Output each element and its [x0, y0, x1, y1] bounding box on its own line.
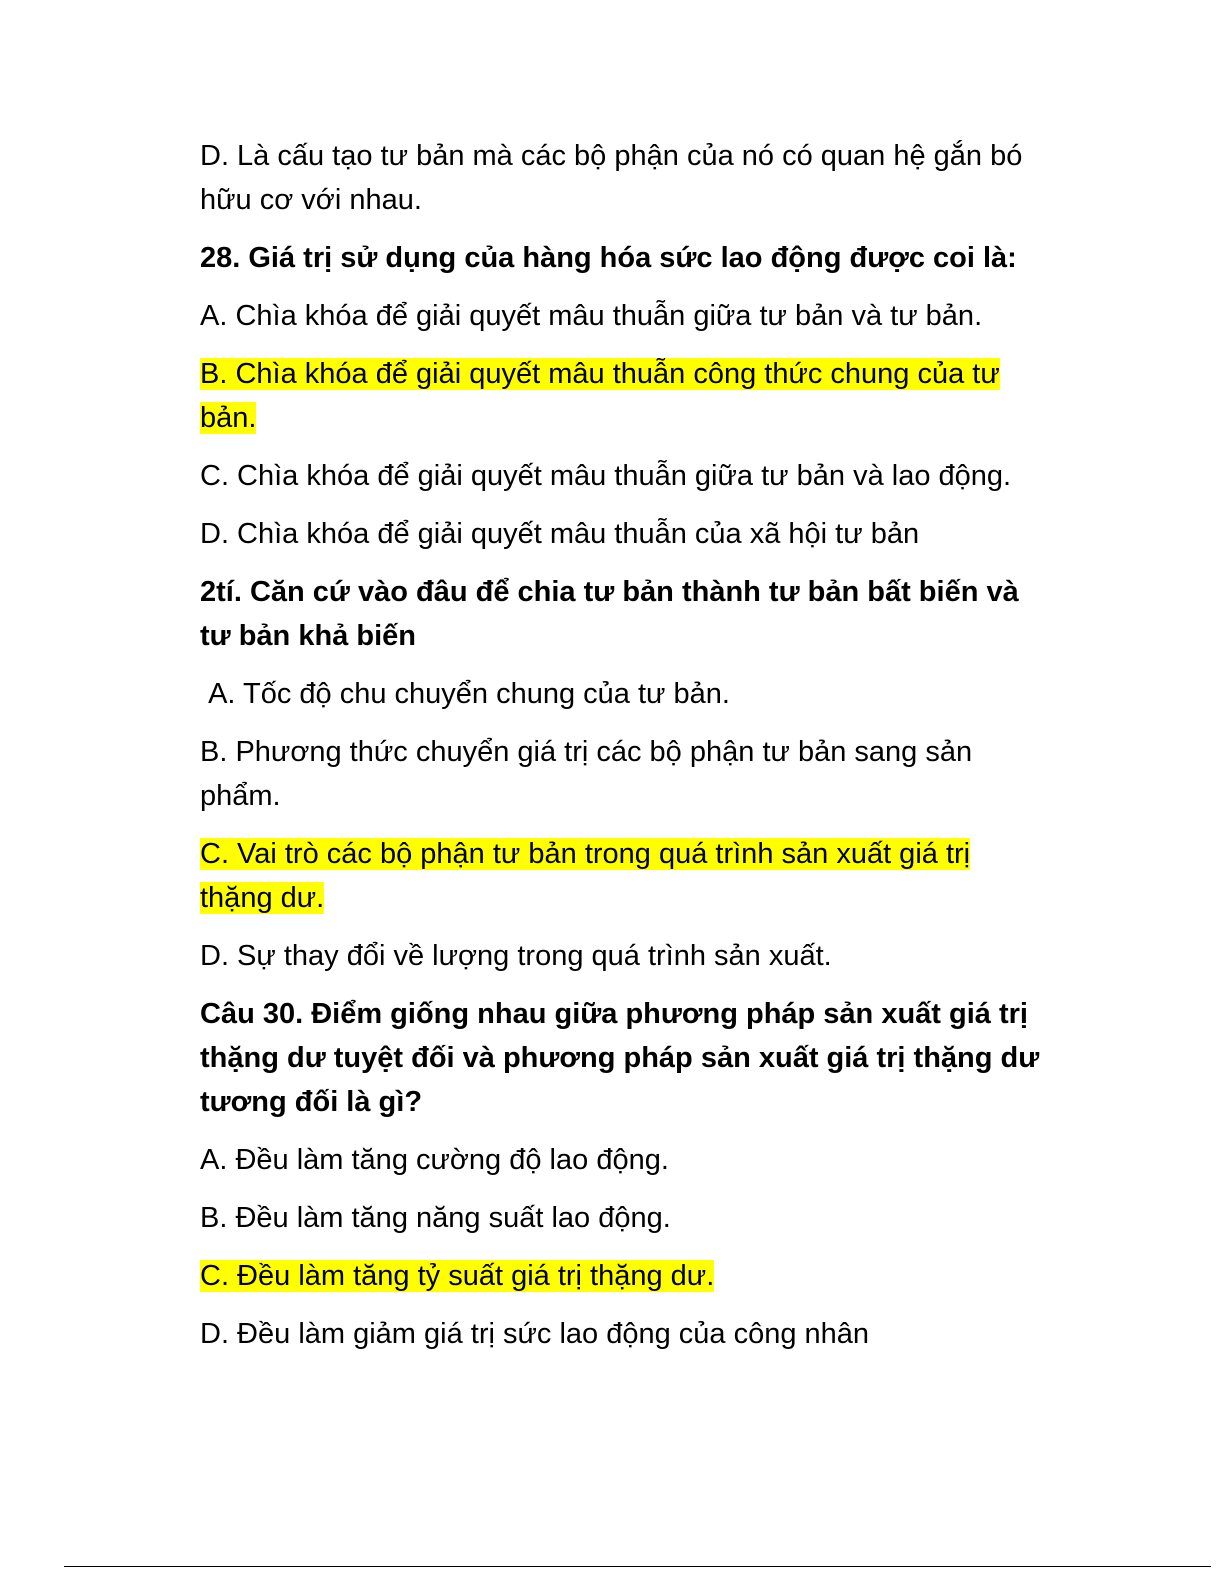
answer-option-30-b — [200, 1196, 1040, 1240]
answer-option-28-d — [200, 512, 1040, 556]
question-28 — [200, 236, 1040, 280]
answer-text: A. Chìa khóa để giải quyết mâu thuẫn giữa tư bản và tư bản. — [200, 300, 983, 332]
answer-text: D. Là cấu tạo tư bản mà các bộ phận của nó có quan hệ gắn bó hữu cơ với nhau. — [200, 140, 1023, 216]
highlighted-answer-text: C. Đều làm tăng tỷ suất giá trị thặng dư. — [200, 1260, 715, 1292]
answer-text: A. Đều làm tăng cường độ lao động. — [200, 1144, 669, 1176]
answer-option-27-d — [200, 134, 1040, 222]
answer-option-29-c-correct — [200, 832, 1040, 920]
answer-text: D. Sự thay đổi về lượng trong quá trình sản xuất. — [200, 940, 832, 972]
answer-option-30-c-correct — [200, 1254, 1040, 1298]
answer-option-29-a — [200, 672, 1040, 716]
answer-option-28-b-correct — [200, 352, 1040, 440]
answer-option-30-a — [200, 1138, 1040, 1182]
page-bottom-rule — [64, 1566, 1211, 1567]
question-text: 2tí. Căn cứ vào đâu để chia tư bản thành tư bản bất biến và tư bản khả biến — [200, 576, 1019, 652]
answer-text: B. Đều làm tăng năng suất lao động. — [200, 1202, 671, 1234]
answer-option-30-d — [200, 1312, 1040, 1356]
answer-option-28-a — [200, 294, 1040, 338]
answer-text: A. Tốc độ chu chuyển chung của tư bản. — [200, 678, 730, 710]
question-30 — [200, 992, 1040, 1124]
document-body — [200, 134, 1040, 1370]
answer-option-29-b — [200, 730, 1040, 818]
highlighted-answer-text: B. Chìa khóa để giải quyết mâu thuẫn công thức chung của tư bản. — [200, 358, 1000, 434]
answer-text: B. Phương thức chuyển giá trị các bộ phận tư bản sang sản phẩm. — [200, 736, 973, 812]
question-text: 28. Giá trị sử dụng của hàng hóa sức lao động được coi là: — [200, 242, 1017, 274]
highlighted-answer-text: C. Vai trò các bộ phận tư bản trong quá trình sản xuất giá trị thặng dư. — [200, 838, 971, 914]
answer-text: D. Chìa khóa để giải quyết mâu thuẫn của xã hội tư bản — [200, 518, 920, 550]
answer-option-28-c — [200, 454, 1040, 498]
question-text: Câu 30. Điểm giống nhau giữa phương pháp sản xuất giá trị thặng dư tuyệt đối và phương pháp sản xuất giá trị thặng dư tương đối là gì? — [200, 998, 1040, 1118]
answer-option-29-d — [200, 934, 1040, 978]
answer-text: C. Chìa khóa để giải quyết mâu thuẫn giữa tư bản và lao động. — [200, 460, 1012, 492]
answer-text: D. Đều làm giảm giá trị sức lao động của công nhân — [200, 1318, 870, 1350]
question-29 — [200, 570, 1040, 658]
